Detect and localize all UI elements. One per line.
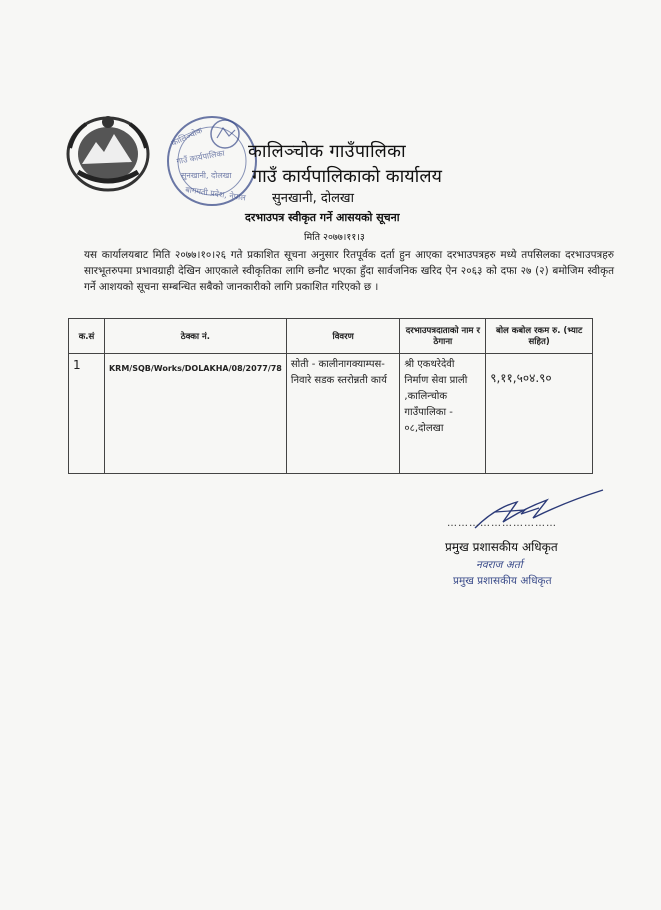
col-header-bidder: दरभाउपत्रदाताको नाम र ठेगाना	[400, 319, 486, 354]
notice-date: मिति २०७७।११।३	[304, 232, 365, 243]
svg-text:कालिञ्चोक: कालिञ्चोक	[170, 125, 204, 148]
col-header-contract-no: ठेक्का नं.	[104, 319, 286, 354]
cell-amount: ९,११,५०४.९०	[486, 354, 593, 474]
office-subtitle: गाउँ कार्यपालिकाको कार्यालय	[252, 166, 442, 187]
svg-text:बागमती प्रदेश, नेपाल: बागमती प्रदेश, नेपाल	[184, 185, 247, 203]
notice-body: यस कार्यालयबाट मिति २०७७।१०।२६ गते प्रकाशित सूचना अनुसार रितपूर्वक दर्ता हुन आएका दरभाउपत्रहरु मध्ये तपसिलका दरभाउपत्रहरु सारभूतरुपमा प्रभावग्राही देखिन आएकाले स्वीकृतिका लागि छनौट भएका हुँदा सार्वजनिक खरिद ऐन २०६३ को दफा २७ (२) बमोजिम स्वीकृत गर्ने आशयको सूचना सम्बन्धित सबैको जानकारीको लागि प्रकाशित गरिएको छ ।	[84, 249, 614, 293]
handwritten-signature-icon	[455, 478, 605, 538]
signatory-title: प्रमुख प्रशासकीय अधिकृत	[445, 540, 558, 554]
signature-line: …………………………	[447, 518, 557, 529]
col-header-description: विवरण	[286, 319, 400, 354]
notice-title: दरभाउपत्र स्वीकृत गर्ने आसयको सूचना	[245, 211, 400, 224]
cell-sn: 1	[69, 354, 105, 474]
cell-bidder: श्री एकथरेदेवी निर्माण सेवा प्राली ,कालिन्चोक गाउँपालिका - ०८,दोलखा	[400, 354, 486, 474]
bid-table	[68, 318, 593, 474]
table-row	[69, 354, 593, 474]
cell-contract-no: KRM/SQB/Works/DOLAKHA/08/2077/78	[104, 354, 286, 474]
svg-text:गाउँ कार्यपालिका: गाउँ कार्यपालिका	[175, 148, 226, 166]
col-header-sn: क.सं	[69, 319, 105, 354]
signatory-name: नवराज अर्ता	[476, 559, 523, 571]
signatory-role: प्रमुख प्रशासकीय अधिकृत	[453, 575, 552, 587]
office-seal-stamp-icon	[163, 112, 261, 210]
office-name: कालिञ्चोक गाउँपालिका	[248, 141, 406, 162]
office-address: सुनखानी, दोलखा	[272, 191, 354, 206]
col-header-amount: बोल कबोल रकम रु. (भ्याट सहित)	[486, 319, 593, 354]
nepal-emblem-icon	[64, 112, 152, 194]
cell-description: सोती - कालीनागक्याम्पस-निवारे सडक स्तरोन्नती कार्य	[286, 354, 400, 474]
table-header-row	[69, 319, 593, 354]
svg-text:सुनखानी, दोलखा: सुनखानी, दोलखा	[181, 171, 232, 180]
